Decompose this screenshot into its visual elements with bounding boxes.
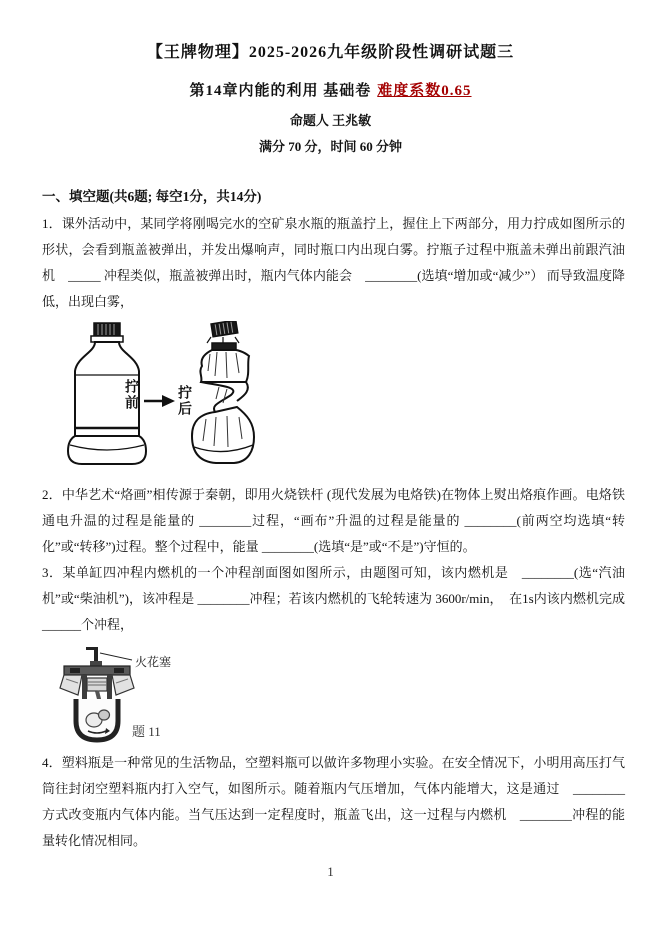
label-before-twist: 拧前 xyxy=(123,379,138,411)
question-3-text: 某单缸四冲程内燃机的一个冲程剖面图如图所示，由题图可知，该内燃机是 ________(选“汽油机”或“柴油机”)，该冲程是 ________冲程；若该内燃机的飞轮转速为 3600r/min， 在1s内该内燃机完成 ______个冲程， xyxy=(42,565,625,632)
spark-plug-label: 火花塞 xyxy=(135,655,172,669)
page-number: 1 xyxy=(327,864,334,879)
question-1-text: 课外活动中，某同学将刚喝完水的空矿泉水瓶的瓶盖拧上，握住上下两部分，用力拧成如图所示的形状，会看到瓶盖被弹出，并发出爆响声，同时瓶口内出现白雾。拧瓶子过程中瓶盖未弹出前跟汽油机 _____ 冲程类似，瓶盖被弹出时，瓶内气体内能会 ________(选填“增加或“减少”） 而导致温度降低，出现白雾， xyxy=(42,216,625,309)
cylinder-wall-right xyxy=(107,675,112,701)
document-subtitle-row xyxy=(0,83,661,100)
difficulty-coefficient: 难度系数0.65 xyxy=(377,83,472,99)
question-4 xyxy=(42,750,625,854)
question-1 xyxy=(42,211,625,315)
question-2-text: 中华艺术“烙画”相传源于秦朝，即用火烧铁杆 (现代发展为电烙铁)在物体上熨出烙痕作画。电烙铁通电升温的过程是能量的 ________过程，“画布”升温的过程是能量的 ________(前两空均选填“转化”或“转移”)过程。整个过程中，能量 ________(选填“是”或“不是”)守恒的。 xyxy=(42,487,625,554)
arrow-icon xyxy=(144,395,175,407)
document-header xyxy=(0,0,661,154)
twisted-waist xyxy=(201,382,233,412)
exhaust-port xyxy=(112,675,134,695)
question-3 xyxy=(42,560,625,638)
label-after-twist: 拧后 xyxy=(176,385,191,417)
document-title: 【王牌物理】2025-2026九年级阶段性调研试题三 xyxy=(146,44,515,61)
exam-body xyxy=(42,188,625,854)
crumpled-top xyxy=(200,350,249,382)
bottle-after-shape xyxy=(192,321,254,463)
score-time-line: 满分 70 分，时间 60 分钟 xyxy=(258,139,402,154)
bottle-neck-twisted xyxy=(212,343,236,350)
section-heading-fill-in-blanks: 一、填空题(共6题; 每空1分，共14分) xyxy=(42,189,262,204)
chapter-subtitle: 第14章内能的利用 基础卷 xyxy=(189,83,372,99)
question-1-number: 1． xyxy=(42,216,62,231)
bottle-before-after-drawing xyxy=(64,321,274,479)
label-pointer-line xyxy=(100,653,132,660)
question-3-number: 3． xyxy=(42,565,63,580)
author-line: 命题人 王兆敏 xyxy=(289,113,372,128)
figure-bottle-twist xyxy=(64,321,274,479)
crank-pin xyxy=(99,710,110,720)
question-4-number: 4． xyxy=(42,755,62,770)
figure-engine-stroke xyxy=(56,643,231,745)
intake-port xyxy=(60,675,82,695)
engine-figure-caption: 题 11 xyxy=(132,724,161,739)
question-2 xyxy=(42,482,625,560)
spark-plug xyxy=(86,647,102,667)
crumpled-bottom xyxy=(192,407,254,463)
question-4-text: 塑料瓶是一种常见的生活物品，空塑料瓶可以做许多物理小实验。在安全情况下，小明用高压打气筒往封闭空塑料瓶内打入空气，如图所示。随着瓶内气压增加，气体内能增大，这是通过 ________方式改变瓶内气体内能。当气压达到一定程度时，瓶盖飞出，这一过程与内燃机 ________冲程的能量转化情况相同。 xyxy=(42,755,625,848)
question-2-number: 2． xyxy=(42,487,62,502)
cylinder-wall-left xyxy=(82,675,87,701)
